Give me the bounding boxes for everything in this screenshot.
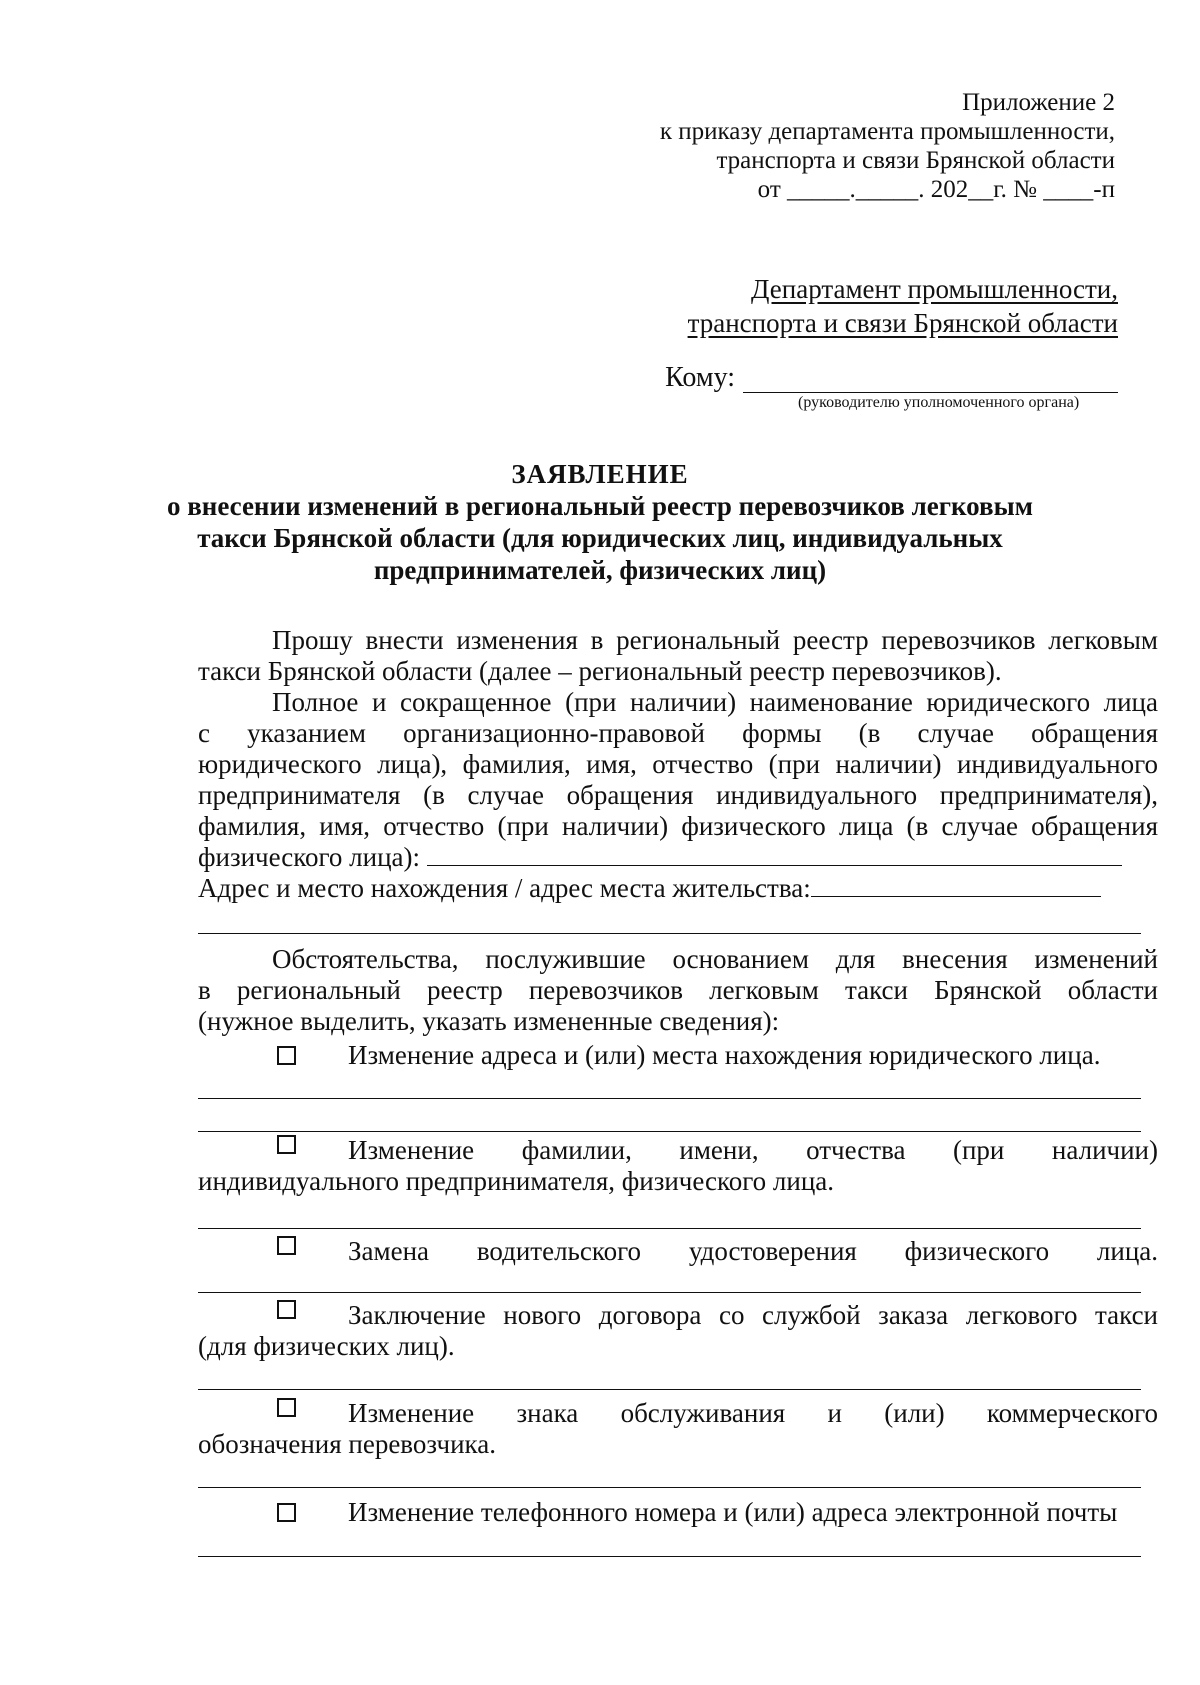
option4-blank-line[interactable] bbox=[198, 1389, 1141, 1390]
checkbox-contacts[interactable] bbox=[277, 1503, 296, 1522]
option1-blank-line2[interactable] bbox=[198, 1131, 1141, 1132]
option-new-contract bbox=[198, 1300, 1158, 1362]
option5-blank-line[interactable] bbox=[198, 1487, 1141, 1488]
address-blank-line2[interactable] bbox=[198, 933, 1141, 934]
option-license-replace bbox=[198, 1236, 1158, 1267]
order-reference-line1: к приказу департамента промышленности, bbox=[659, 118, 1115, 145]
option-label: Изменение адреса и (или) места нахождения юридического лица. bbox=[348, 1040, 1101, 1070]
checkbox-legal-address[interactable] bbox=[277, 1046, 296, 1065]
p1-line1: Прошу внести изменения в региональный реестр перевозчиков легковым bbox=[272, 625, 1158, 655]
department-block bbox=[598, 272, 1118, 340]
recipient-label: Кому: bbox=[665, 362, 735, 393]
appendix-number: Приложение 2 bbox=[962, 89, 1115, 116]
address-label: Адрес и место нахождения / адрес места жительства: bbox=[198, 873, 811, 903]
address-blank[interactable] bbox=[811, 874, 1101, 897]
paragraph-circumstances bbox=[198, 944, 1158, 1037]
p2-line4: предпринимателя (в случае обращения индивидуального предпринимателя), bbox=[198, 780, 1158, 810]
option6-blank-line[interactable] bbox=[198, 1556, 1141, 1557]
option-label-line2: обозначения перевозчика. bbox=[198, 1429, 496, 1459]
checkbox-new-contract[interactable] bbox=[277, 1300, 296, 1319]
p3-line1: Обстоятельства, послужившие основанием для внесения изменений bbox=[272, 944, 1158, 974]
p2-line1: Полное и сокращенное (при наличии) наименование юридического лица bbox=[272, 687, 1158, 717]
title-main: ЗАЯВЛЕНИЕ bbox=[511, 459, 689, 489]
appendix-header bbox=[595, 88, 1115, 204]
p2-line2: с указанием организационно-правовой формы (в случае обращения bbox=[198, 718, 1158, 748]
option-label: Изменение телефонного номера и (или) адреса электронной почты bbox=[348, 1497, 1118, 1527]
checkbox-name-change[interactable] bbox=[277, 1135, 296, 1154]
paragraph-applicant-name bbox=[198, 687, 1158, 904]
checkbox-license-replace[interactable] bbox=[277, 1236, 296, 1255]
checkbox-service-mark[interactable] bbox=[277, 1398, 296, 1417]
option-label-line2: (для физических лиц). bbox=[198, 1331, 455, 1361]
p2-line6-row bbox=[198, 842, 1158, 873]
option-service-mark bbox=[198, 1398, 1158, 1460]
recipient-hint: (руководителю уполномоченного органа) bbox=[798, 394, 1080, 411]
order-reference-line2: транспорта и связи Брянской области bbox=[716, 147, 1115, 174]
option-contacts bbox=[198, 1497, 1158, 1528]
option-label-line2: индивидуального предпринимателя, физического лица. bbox=[198, 1166, 835, 1196]
option-label: Изменение фамилии, имени, отчества (при наличии) bbox=[348, 1135, 1158, 1165]
recipient-blank-line[interactable] bbox=[743, 368, 1118, 393]
p2-line3: юридического лица), фамилия, имя, отчество (при наличии) индивидуального bbox=[198, 749, 1158, 779]
option-legal-address bbox=[198, 1040, 1158, 1071]
applicant-name-blank[interactable] bbox=[427, 843, 1122, 866]
title-sub-line1: о внесении изменений в региональный реестр перевозчиков легковым bbox=[166, 491, 1034, 521]
department-line2: транспорта и связи Брянской области bbox=[687, 308, 1118, 338]
title-sub-line3: предпринимателей, физических лиц) bbox=[373, 555, 827, 585]
paragraph-request bbox=[198, 625, 1158, 687]
option-name-change bbox=[198, 1135, 1158, 1197]
title-sub-line2: такси Брянской области (для юридических лиц, индивидуальных bbox=[197, 523, 1003, 553]
recipient-row bbox=[598, 363, 1118, 393]
department-line1: Департамент промышленности, bbox=[751, 274, 1118, 304]
p2-line6: физического лица): bbox=[198, 842, 421, 872]
option1-blank-line1[interactable] bbox=[198, 1098, 1141, 1099]
option-label: Замена водительского удостоверения физического лица. bbox=[348, 1236, 1158, 1266]
document-title bbox=[160, 458, 1040, 586]
option2-blank-line[interactable] bbox=[198, 1228, 1141, 1229]
p2-line5: фамилия, имя, отчество (при наличии) физического лица (в случае обращения bbox=[198, 811, 1158, 841]
p1-line2: такси Брянской области (далее – региональный реестр перевозчиков). bbox=[198, 656, 1002, 686]
p3-line2: в региональный реестр перевозчиков легковым такси Брянской области bbox=[198, 975, 1158, 1005]
option3-blank-line[interactable] bbox=[198, 1292, 1141, 1293]
option-label: Изменение знака обслуживания и (или) коммерческого bbox=[348, 1398, 1158, 1428]
order-reference-line3: от _____._____. 202__г. № ____-п bbox=[757, 176, 1115, 203]
p3-line3: (нужное выделить, указать измененные сведения): bbox=[198, 1006, 780, 1036]
address-row bbox=[198, 873, 1158, 904]
option-label: Заключение нового договора со службой заказа легкового такси bbox=[348, 1300, 1158, 1330]
